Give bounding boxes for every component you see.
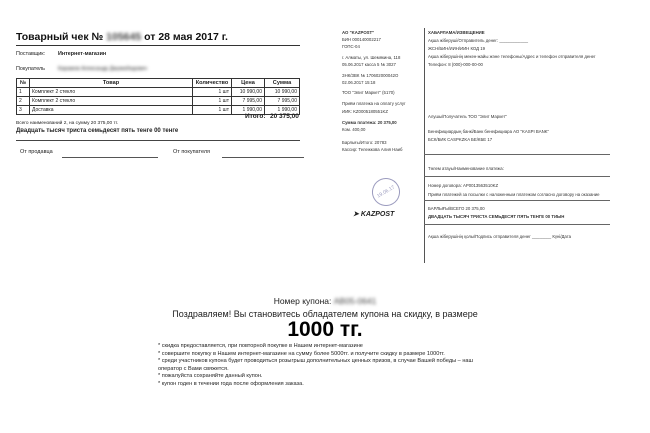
coupon-term: * купон годен в течении года после оформления заказа.: [158, 380, 304, 387]
row-sum: 10 990,00: [265, 88, 300, 97]
form-left-line: Сумма платежа: 20 375,00: [342, 120, 397, 125]
table-row: [17, 88, 300, 97]
form-right-line: ЖСН/БИН/ИИН/ИИН КОД 19: [428, 46, 486, 51]
from-seller-label: От продавца: [20, 149, 53, 155]
title-divider: [16, 45, 300, 46]
items-note: Всего наименований 2, на сумму 20 375,00 тг.: [16, 121, 119, 126]
form-right-line: БСК/БИК CASPKZKA БЕ/КБЕ 17: [428, 137, 493, 142]
form-left-line: г. Алматы, ул. Шемякина, 118: [342, 55, 401, 60]
coupon-term: * среди участников купона будет проводиться розыгрыш дополнительных ценных призов, в случае Вашей победы – наш: [158, 358, 474, 364]
total-label: Итого:: [245, 113, 266, 120]
form-section-divider: [424, 176, 610, 177]
form-left-line: 05.06.2017 касса 5 № 3027: [342, 62, 396, 67]
coupon-term: * пожалуйста сохраняйте данный купон.: [158, 373, 263, 379]
form-left-line: 02.06.2017 15:18: [342, 80, 376, 85]
form-right-line: Приём платежей за посылки с наложенным платежом согласно договору на оказание: [428, 192, 600, 197]
form-left-line: АО "KAZPOST": [342, 30, 375, 35]
from-buyer-label: От покупателя: [173, 149, 211, 155]
coupon-term: * совершите покупку в Нашем интернет-магазине на сумму более 5000тг. и получите скидку в размере 1000тг.: [158, 350, 445, 357]
row-sum: 1 990,00: [265, 106, 300, 115]
buyer-signature-line: [222, 157, 304, 158]
items-header-row: [17, 79, 300, 88]
kazpost-payment-form: [340, 28, 610, 266]
row-product: Комплект 2 стекло: [30, 88, 193, 97]
row-price: 1 990,00: [232, 106, 265, 115]
form-left-line: Кассир: Тележкова Алия Наиб: [342, 147, 403, 152]
form-right-line: Ақша жіберушінің қолы/Подпись отправителя денег ________ Күні/Дата: [428, 234, 572, 239]
form-left-line: Приём платежа на оплату услуг: [342, 101, 406, 106]
form-right-line: ДВАДЦАТЬ ТЫСЯЧ ТРИСТА СЕМЬДЕСЯТ ПЯТЬ ТЕНГЕ 00 ТИЫН: [428, 214, 565, 219]
form-left-line: Ком. 400,00: [342, 127, 366, 132]
coupon-number: [0, 296, 650, 306]
receipt-date: от 28 мая 2017 г.: [144, 31, 228, 43]
coupon-amount: 1000 тг.: [287, 318, 363, 341]
col-product: Товар: [30, 79, 193, 88]
form-right-line: Телефон: 8 (000)-000-00-00: [428, 62, 483, 67]
buyer-label: Покупатель: [16, 66, 45, 72]
form-right-line: Номер договора: АР0013563510KZ: [428, 183, 499, 188]
postal-stamp: 19.06.17: [367, 173, 405, 211]
kazpost-arrow-icon: ➤: [353, 211, 359, 218]
seller-signature-line: [62, 157, 158, 158]
form-vertical-divider: [424, 28, 425, 263]
row-number: 3: [17, 106, 30, 115]
row-number: 1: [17, 88, 30, 97]
form-left-line: ТОО "Элит Маркет" (5170): [342, 90, 395, 95]
amount-in-words: Двадцать тысяч триста семьдесят пять тенге 00 тенге: [16, 128, 179, 134]
row-price: 7 995,00: [232, 97, 265, 106]
receipt-number: 105645: [106, 31, 142, 43]
form-left-line: ЗНК/ЗВК № 170602000042О: [342, 73, 399, 78]
form-right-line: Ақша жіберуші/Отправитель денег: ____________: [428, 38, 528, 43]
form-section-divider: [424, 154, 610, 155]
coupon-term: * скидка предоставляется, при повторной покупке в Нашем интернет-магазине: [158, 343, 363, 349]
items-table: [16, 78, 300, 115]
row-quantity: 1 шт: [193, 106, 232, 115]
table-row: [17, 97, 300, 106]
supplier-label: Поставщик:: [16, 51, 46, 57]
form-right-line: Төлем атауы/Наименование платежа:: [428, 166, 504, 171]
row-sum: 7 995,00: [265, 97, 300, 106]
row-number: 2: [17, 97, 30, 106]
coupon-terms: [158, 343, 508, 388]
kazpost-logo: [353, 210, 394, 218]
form-left-line: БИН 000140002217: [342, 37, 381, 42]
receipt-title: [16, 31, 228, 43]
total-value: 20 375,00: [270, 113, 299, 120]
col-number: №: [17, 79, 30, 88]
supplier-value: Интернет-магазин: [58, 51, 107, 57]
col-price: Цена: [232, 79, 265, 88]
form-left-line: ИИК: KZ0005180551KZ: [342, 109, 388, 114]
form-left-line: Барлығы/Итого: 20783: [342, 140, 387, 145]
row-quantity: 1 шт: [193, 97, 232, 106]
coupon-number-label: Номер купона:: [273, 296, 332, 306]
col-sum: Сумма: [265, 79, 300, 88]
coupon-congrats: Поздравляем! Вы становитесь обладателем купона на скидку, в размере: [172, 309, 478, 319]
form-right-line: Ақша жіберушінің мекен-жайы және телефоны/Адрес и телефон отправителя денег: [428, 54, 596, 59]
form-section-divider: [424, 200, 610, 201]
coupon-term: оператор с Вами свяжется.: [158, 365, 229, 372]
receipt-bottom-divider: [16, 140, 300, 141]
form-header: ХАБАРЛАМА/ИЗВЕЩЕНИЕ: [428, 30, 485, 35]
row-product: Доставка: [30, 106, 193, 115]
row-quantity: 1 шт: [193, 88, 232, 97]
row-price: 10 990,00: [232, 88, 265, 97]
kazpost-logo-text: KAZPOST: [360, 211, 395, 218]
buyer-value: Карамов Александр Джумабедович: [58, 66, 148, 72]
form-left-line: ГОПС-04: [342, 44, 360, 49]
row-product: Комплект 2 стекло: [30, 97, 193, 106]
form-right-line: Алушы/Получатель ТОО "Элит Маркет": [428, 114, 507, 119]
col-quantity: Количество: [193, 79, 232, 88]
form-section-divider: [424, 224, 610, 225]
coupon-number-value: AB05-0641: [333, 296, 377, 306]
receipt-title-prefix: Товарный чек №: [16, 31, 104, 43]
form-right-line: БАРЛЫҒЫ/ВСЕГО 20 375,00: [428, 206, 485, 211]
form-right-line: Бенефициардың банкі/Банк бенефициара АО "KASPI BANK": [428, 129, 550, 134]
